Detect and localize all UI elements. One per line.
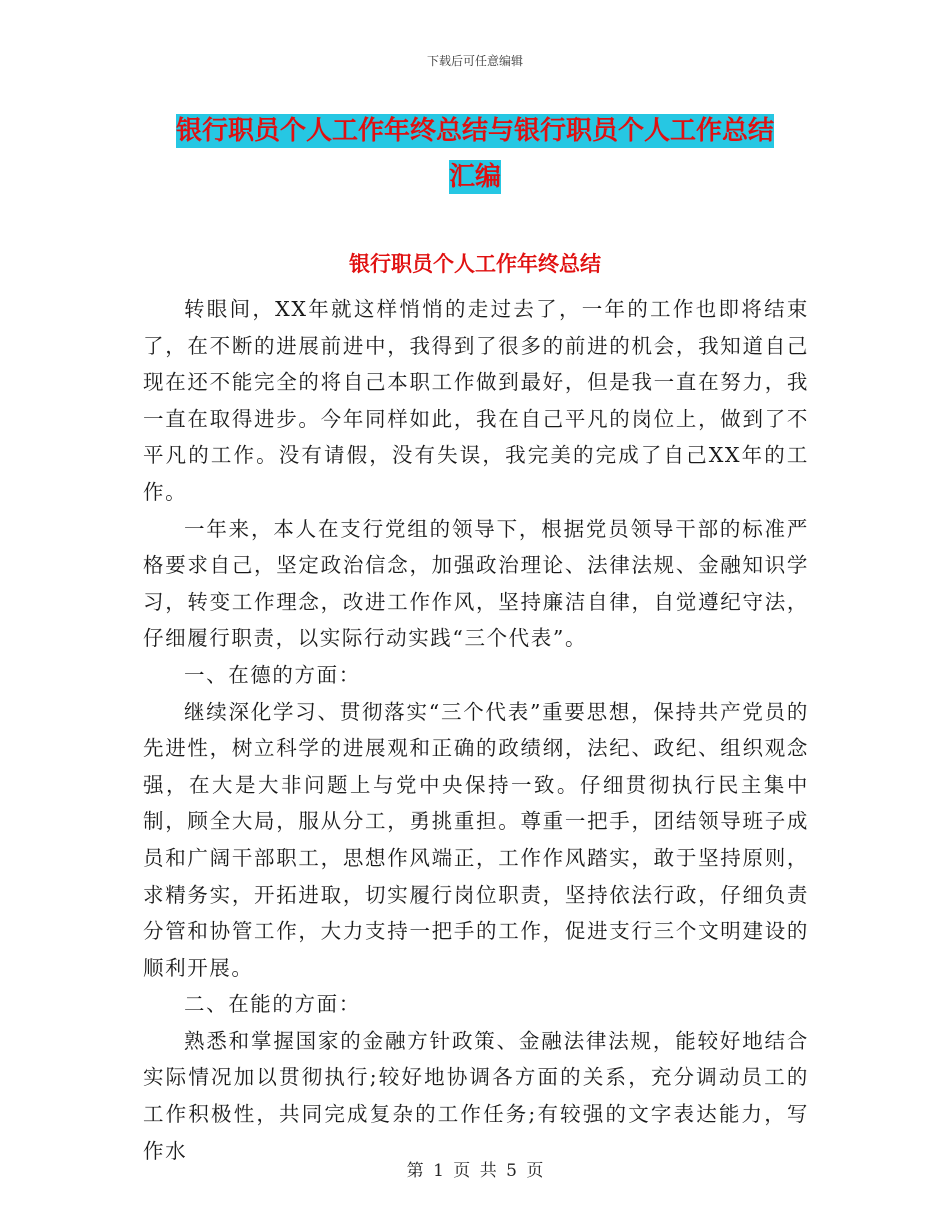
paragraph: 继续深化学习、贯彻落实“三个代表”重要思想，保持共产党员的先进性，树立科学的进展观和正确的政绩纲，法纪、政纪、组织观念强，在大是大非问题上与党中央保持一致。仔细贯彻执行民主集中制，顾全大局，服从分工，勇挑重担。尊重一把手，团结领导班子成员和广阔干部职工，思想作风端正，工作作风踏实，敢于坚持原则，求精务实，开拓进取，切实履行岗位职责，坚持依法行政，仔细负责分管和协管工作，大力支持一把手的工作，促进支行三个文明建设的顺利开展。 [143, 699, 809, 980]
paragraph: 转眼间，XX年就这样悄悄的走过去了，一年的工作也即将结束了，在不断的进展前进中，我得到了很多的前进的机会，我知道自己现在还不能完全的将自己本职工作做到最好，但是我一直在努力，我一直在取得进步。今年同样如此，我在自己平凡的岗位上，做到了不平凡的工作。没有请假，没有失误，我完美的完成了自己XX年的工作。 [143, 297, 809, 504]
paragraph: 一年来，本人在支行党组的领导下，根据党员领导干部的标准严格要求自己，坚定政治信念，加强政治理论、法律法规、金融知识学习，转变工作理念，改进工作作风，坚持廉洁自律，自觉遵纪守法，仔细履行职责，以实际行动实践“三个代表”。 [143, 516, 809, 651]
page-number-footer: 第 1 页 共 5 页 [406, 1161, 544, 1181]
paragraph: 熟悉和掌握国家的金融方针政策、金融法律法规，能较好地结合实际情况加以贯彻执行;较好地协调各方面的关系，充分调动员工的工作积极性，共同完成复杂的工作任务;有较强的文字表达能力，写作水 [143, 1028, 809, 1163]
paragraph-heading: 二、在能的方面： [184, 992, 361, 1017]
document-title [140, 108, 810, 200]
document-title-line-1: 银行职员个人工作年终总结与银行职员个人工作总结 [175, 116, 774, 146]
paragraph-heading: 一、在德的方面： [184, 662, 361, 687]
document-title-line-2: 汇编 [448, 162, 501, 192]
header-note: 下载后可任意编辑 [426, 54, 523, 68]
section-title: 银行职员个人工作年终总结 [349, 252, 601, 276]
body-text [143, 291, 809, 1169]
